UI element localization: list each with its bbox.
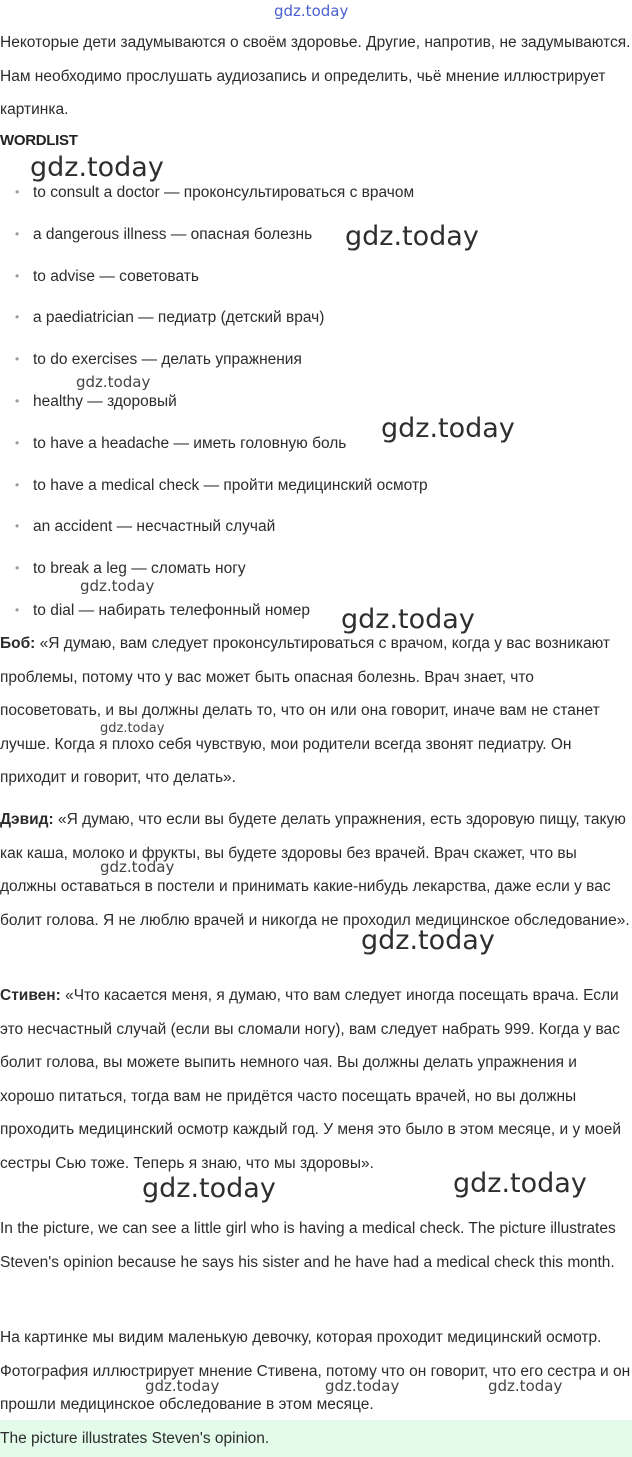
watermark: gdz.today xyxy=(145,1377,220,1395)
bullet-icon: • xyxy=(15,185,20,199)
watermark: gdz.today xyxy=(80,577,155,595)
wordlist-item: • to consult a doctor — проконсультироваться с врачом xyxy=(0,172,632,214)
watermark: gdz.today xyxy=(100,858,175,876)
watermark: gdz.today xyxy=(76,373,151,391)
steven-speaker: Стивен: xyxy=(0,987,61,1004)
steven-text: «Что касается меня, я думаю, что вам следует иногда посещать врача. Если это несчастный случай (если вы сломали ногу), вам следует набрать 999. Когда у вас болит голова, вы можете выпить немного чая. Вы должны делать упражнения и хорошо питаться, тогда вам не придётся часто посещать врачей, но вы должны проходить медицинский осмотр каждый год. У меня это было в этом месяце, и у моей сестры Сью тоже. Теперь я знаю, что мы здоровы». xyxy=(0,987,622,1172)
wordlist-item: • to do exercises — делать упражнения xyxy=(0,339,632,381)
steven-paragraph xyxy=(0,979,632,1180)
bullet-icon: • xyxy=(15,519,20,534)
bullet-icon: • xyxy=(15,310,20,325)
wordlist-item: • a paediatrician — педиатр (детский врач) xyxy=(0,297,632,339)
bob-text: «Я думаю, вам следует проконсультироваться с врачом, когда у вас возникают проблемы, потому что у вас может быть опасная болезнь. Врач знает, что посоветовать, и вы должны делать то, что он или она говорит, иначе вам не станет лучше. Когда я плохо себя чувствую, мои родители всегда звонят педиатру. Он приходит и говорит, что делать». xyxy=(0,635,610,786)
wordlist-heading: WORDLIST xyxy=(0,132,78,149)
watermark: gdz.today xyxy=(100,721,165,736)
watermark: gdz.today xyxy=(453,1168,587,1199)
wordlist-item: • to have a headache — иметь головную боль xyxy=(0,423,632,465)
watermark-top: gdz.today xyxy=(274,2,349,20)
wordlist-item: • healthy — здоровый xyxy=(0,381,632,423)
watermark: gdz.today xyxy=(381,413,515,444)
wordlist-item: • to dial — набирать телефонный номер xyxy=(0,590,632,632)
russian-explanation: На картинке мы видим маленькую девочку, которая проходит медицинский осмотр. Фотография иллюстрирует мнение Стивена, потому что он говорит, что его сестра и он прошли медицинское обследование в этом месяце. xyxy=(0,1329,631,1413)
bullet-icon: • xyxy=(15,477,20,492)
bob-speaker: Боб: xyxy=(0,635,36,652)
wordlist-item: • to break a leg — сломать ногу xyxy=(0,548,632,590)
bullet-icon: • xyxy=(15,393,20,408)
wordlist-item: • an accident — несчастный случай xyxy=(0,506,632,548)
wordlist xyxy=(0,172,632,635)
david-speaker: Дэвид: xyxy=(0,811,54,828)
bullet-icon: • xyxy=(15,435,20,450)
watermark: gdz.today xyxy=(142,1173,276,1204)
watermark: gdz.today xyxy=(361,925,495,956)
wordlist-item: • to have a medical check — пройти медицинский осмотр xyxy=(0,465,632,507)
english-explanation: In the picture, we can see a little girl who is having a medical check. The picture illustrates Steven's opinion because he says his sister and he have had a medical check this month. xyxy=(0,1220,616,1271)
answer-highlight: The picture illustrates Steven's opinion. xyxy=(0,1420,632,1457)
watermark: gdz.today xyxy=(341,604,475,635)
bullet-icon: • xyxy=(15,561,20,576)
bullet-icon: • xyxy=(15,602,20,617)
bullet-icon: • xyxy=(15,226,20,241)
bullet-icon: • xyxy=(15,268,20,283)
watermark: gdz.today xyxy=(30,152,164,183)
watermark: gdz.today xyxy=(345,221,479,252)
bob-paragraph xyxy=(0,627,632,795)
david-paragraph xyxy=(0,803,632,937)
david-text: «Я думаю, что если вы будете делать упражнения, есть здоровую пищу, такую как каша, молоко и фрукты, вы будете здоровы без врачей. Врач скажет, что вы должны оставаться в постели и принимать какие-нибудь лекарства, даже если у вас болит голова. Я не люблю врачей и никогда не проходил медицинское обследование». xyxy=(0,811,630,929)
bullet-icon: • xyxy=(15,352,20,367)
watermark: gdz.today xyxy=(325,1377,400,1395)
wordlist-item: • to advise — советовать xyxy=(0,256,632,298)
wordlist-item: • a dangerous illness — опасная болезнь xyxy=(0,214,632,256)
watermark: gdz.today xyxy=(488,1377,563,1395)
intro-paragraph: Некоторые дети задумываются о своём здоровье. Другие, напротив, не задумываются. Нам необходимо прослушать аудиозапись и определить, чьё мнение иллюстрирует картинка. xyxy=(0,34,631,118)
